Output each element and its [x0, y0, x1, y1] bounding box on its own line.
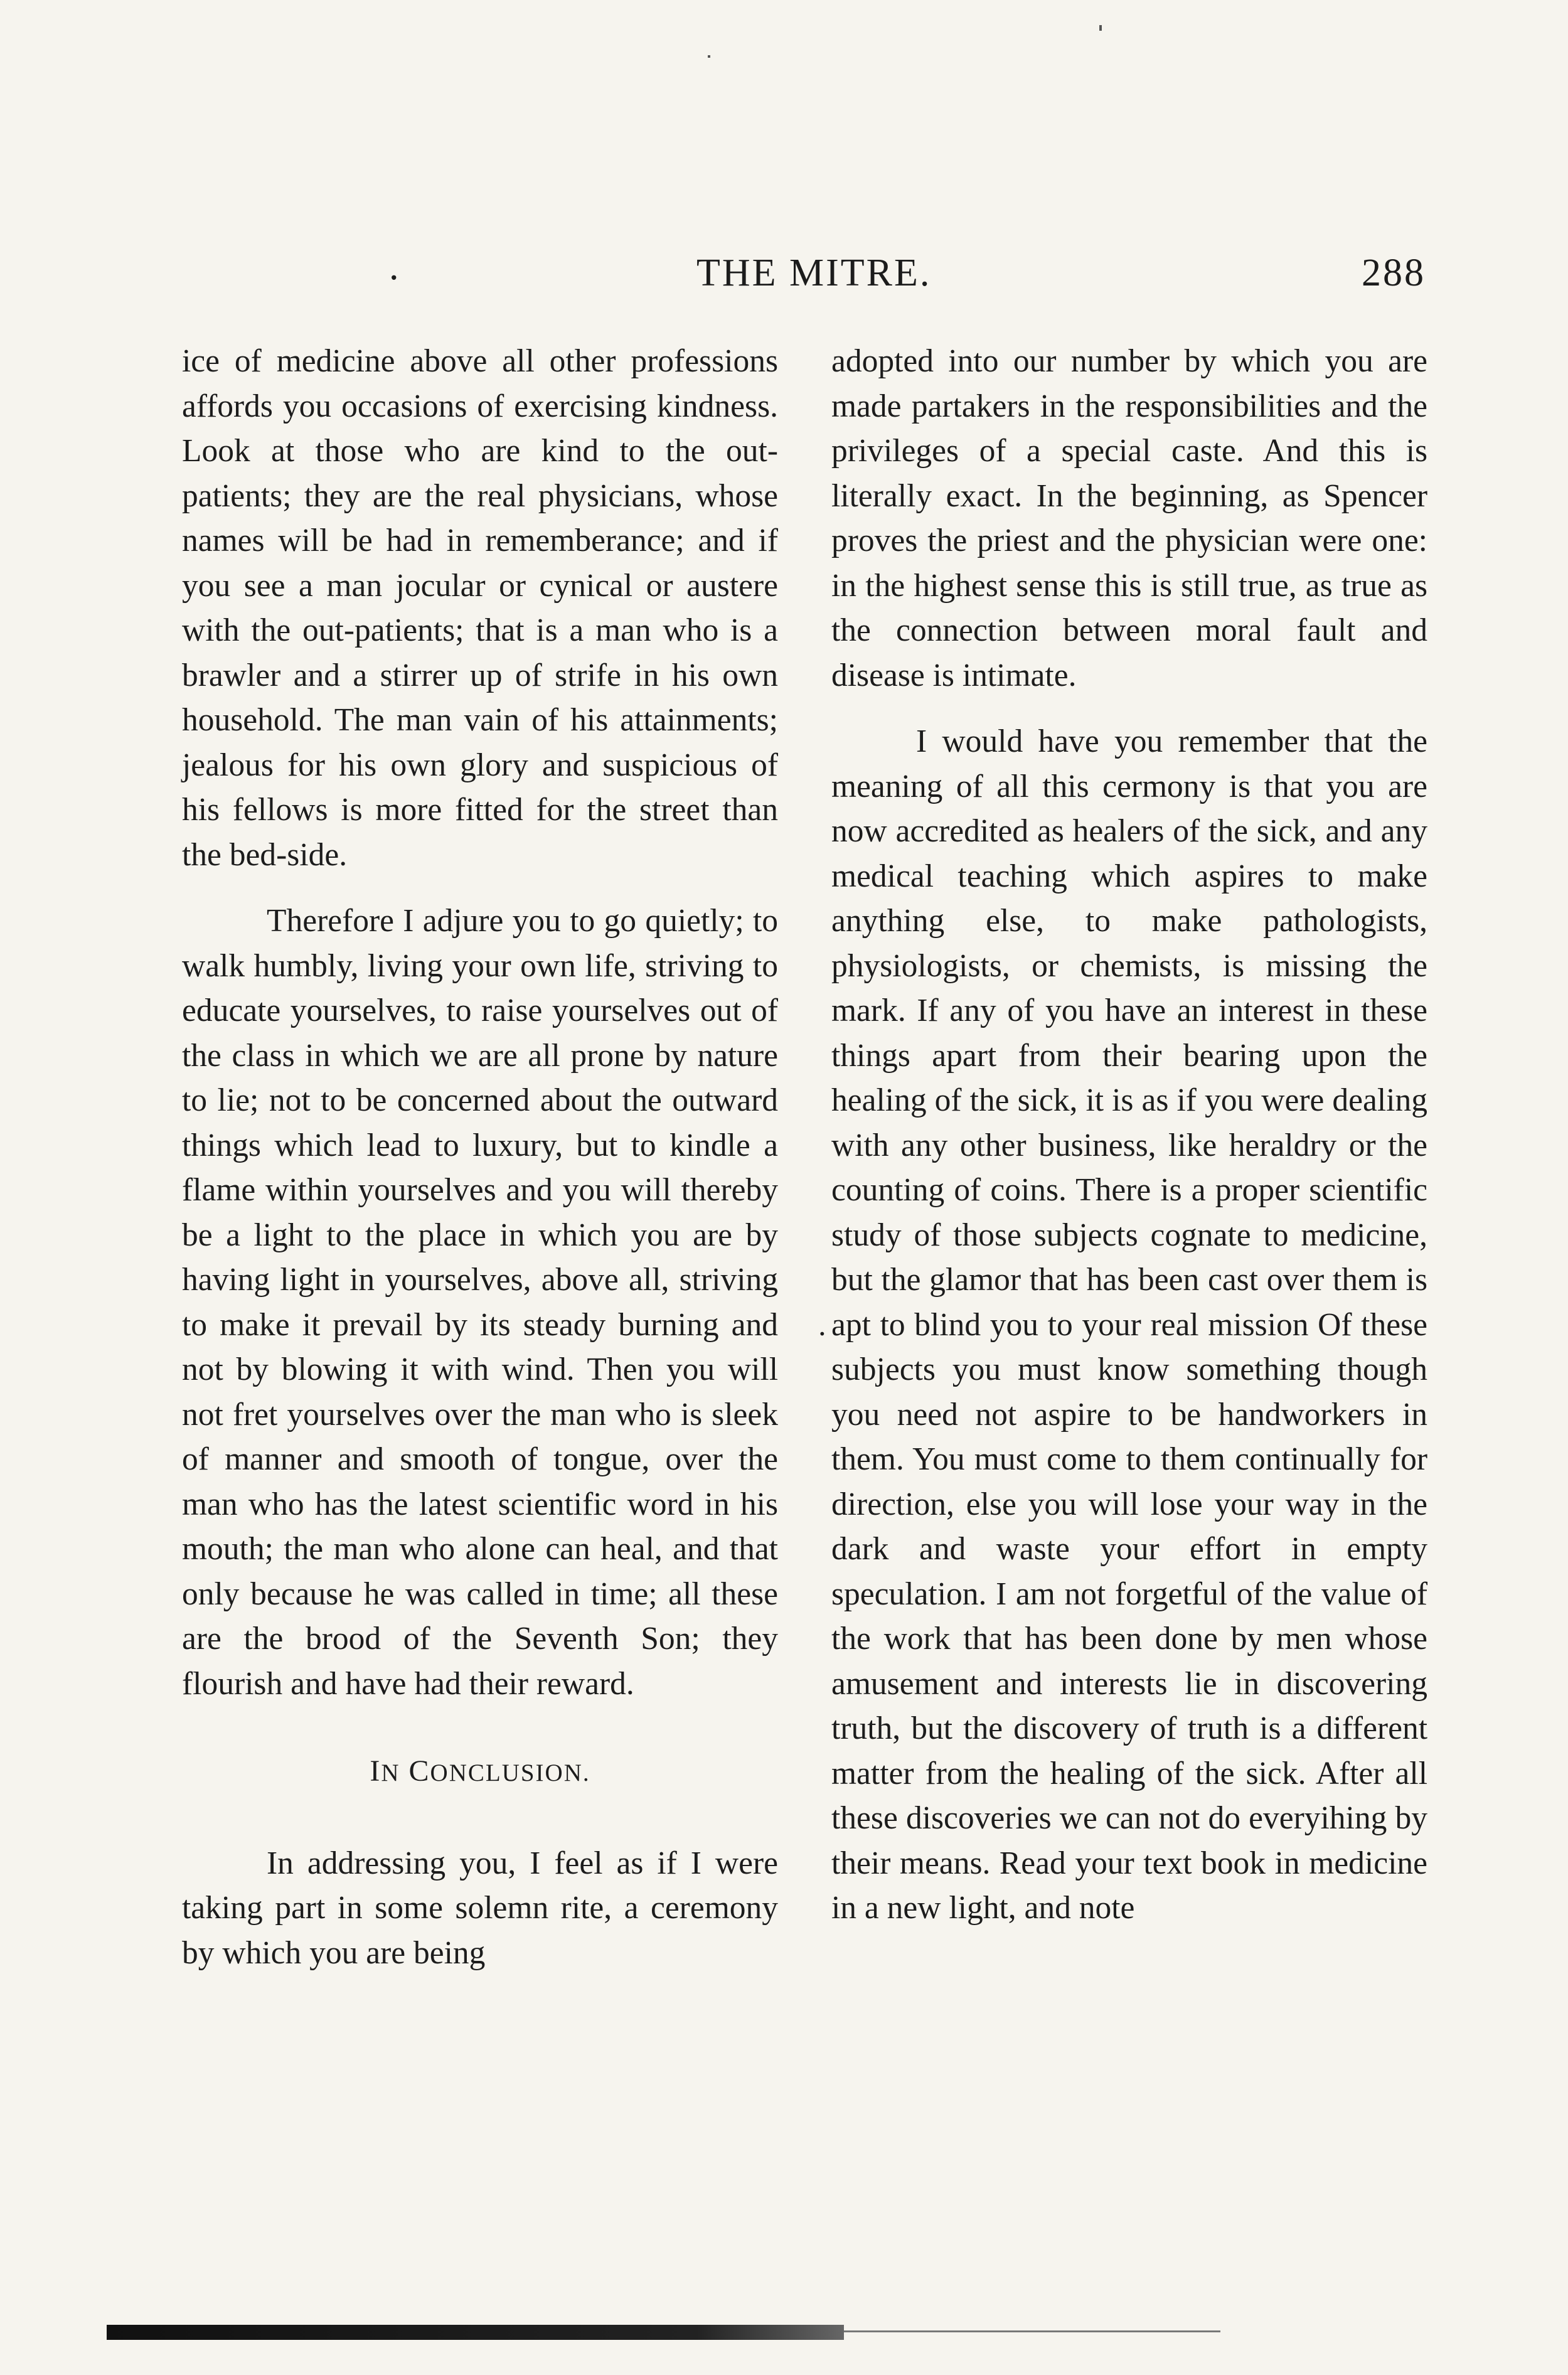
journal-title: THE MITRE. — [696, 252, 932, 294]
scan-edge-line — [844, 2330, 1220, 2332]
heading-small-caps: N — [381, 1759, 400, 1786]
left-column — [182, 339, 778, 1975]
scan-edge-bar — [107, 2325, 844, 2340]
margin-mark: · — [817, 1316, 828, 1351]
paragraph: In addressing you, I feel as if I were taking part in some solemn rite, a ceremony by which you are being — [182, 1845, 778, 1971]
print-speck — [708, 55, 710, 58]
heading-initial: I — [370, 1754, 381, 1788]
heading-small-caps: ONCLUSION. — [430, 1759, 590, 1786]
paragraph: I would have you remember that the meaning of all this cermony is that you are now accredited as healers of the sick, and any medical teaching which aspires to make anything else, to make pathologists, physiologists, or chemists, is missing the mark. If any of you have an interest in these things apart from their bearing upon the healing of the sick, it is as if you were dealing with any other business, like heraldry or the counting of coins. There is a proper scientific study of those subjects cognate to medicine, but the glamor that has been cast over them is apt to blind you to your real mission Of these subjects you must know something though you need not aspire to be handworkers in them. You must come to them continually for direction, else you will lose your way in the dark and waste your effort in empty speculation. I am not forgetful of the value of the work that has been done by men whose amusement and interests lie in discovering truth, but the discovery of truth is a different matter from the healing of the sick. After all these discoveries we can not do everyihing by their means. Read your text book in medicine in a new light, and note — [831, 723, 1427, 1926]
header-mark: . — [389, 245, 401, 288]
print-speck — [1099, 25, 1102, 31]
paragraph: ice of medicine above all other professions affords you occasions of exercising kindness. Look at those who are kind to the out-patients; they are the real physicians, whose names will be had in rememberance; and if you see a man jocular or cynical or austere with the out-patients; that is a man who is a brawler and a stirrer up of strife in his own household. The man vain of his attainments; jealous for his own glory and suspicious of his fellows is more fitted for the street than the bed-side. — [182, 343, 778, 873]
heading-initial: C — [408, 1754, 430, 1788]
paragraph: adopted into our number by which you are made partakers in the responsibilities and the privileges of a special caste. And this is literally exact. In the beginning, as Spencer proves the priest and the physician were one: in the highest sense this is still true, as true as the connection between moral fault and disease is intimate. — [831, 343, 1427, 693]
page-number: 288 — [1362, 252, 1426, 294]
running-header — [0, 245, 1568, 301]
section-heading — [182, 1749, 778, 1796]
paragraph: Therefore I adjure you to go quietly; to walk humbly, living your own life, striving to educate yourselves, to raise yourselves out of the class in which we are all prone by nature to lie; not to be concerned about the outward things which lead to luxury, but to kindle a flame within yourselves and you will thereby be a light to the place in which you are by having light in yourselves, above all, striving to make it prevail by its steady burning and not by blowing it with wind. Then you will not fret yourselves over the man who is sleek of manner and smooth of tongue, over the man who has the latest scientific word in his mouth; the man who alone can heal, and that only because he was called in time; all these are the brood of the Seventh Son; they flourish and have had their reward. — [182, 903, 778, 1702]
right-column — [831, 339, 1427, 1931]
